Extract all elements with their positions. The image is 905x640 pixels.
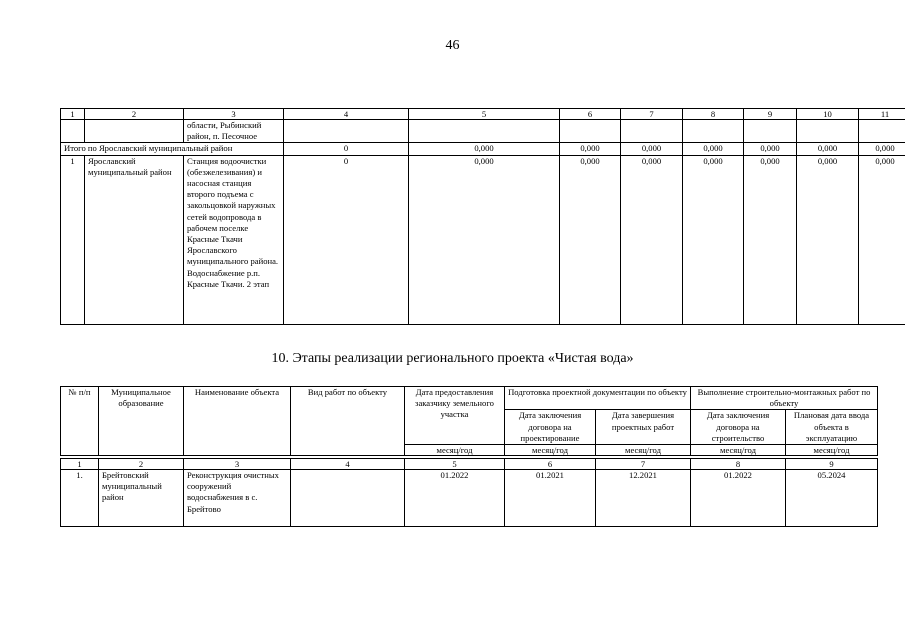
work-type-cell — [291, 470, 405, 527]
value-cell: 0,000 — [409, 143, 560, 155]
column-number: 4 — [291, 459, 405, 470]
page-number: 46 — [445, 38, 460, 53]
table-row — [61, 155, 905, 324]
value-cell: 0,000 — [859, 143, 905, 155]
total-label: Итого по Ярославский муниципальный район — [61, 143, 284, 155]
header-design-contract: Дата заключения договора на проектирование — [505, 410, 596, 445]
header-work-type: Вид работ по объекту — [291, 387, 405, 456]
date-cell: 05.2024 — [786, 470, 878, 527]
unit-cell: месяц/год — [596, 445, 691, 456]
column-number: 1 — [61, 459, 99, 470]
date-cell: 01.2021 — [505, 470, 596, 527]
table-row — [61, 120, 905, 143]
header-cell: 4 — [284, 109, 409, 120]
header-land-date: Дата предоставления заказчику земельного участка — [405, 387, 505, 445]
column-number: 7 — [596, 459, 691, 470]
header-cell: 9 — [744, 109, 797, 120]
object-name-cell: области, Рыбинский район, п. Песочное — [184, 120, 284, 143]
value-cell: 0,000 — [859, 155, 905, 324]
header-cell: 7 — [621, 109, 683, 120]
header-cell: 8 — [683, 109, 744, 120]
column-number: 3 — [184, 459, 291, 470]
value-cell: 0,000 — [621, 155, 683, 324]
value-cell: 0,000 — [409, 155, 560, 324]
row-number: 1. — [61, 470, 99, 527]
date-cell: 12.2021 — [596, 470, 691, 527]
header-municipality: Муниципальное образование — [99, 387, 184, 456]
column-numbers-row — [61, 459, 878, 470]
date-cell: 01.2022 — [405, 470, 505, 527]
header-cell: 2 — [85, 109, 184, 120]
header-object: Наименование объекта — [184, 387, 291, 456]
value-cell: 0,000 — [683, 155, 744, 324]
value-cell: 0 — [284, 155, 409, 324]
column-number: 9 — [786, 459, 878, 470]
column-number: 2 — [99, 459, 184, 470]
municipality-cell: Ярославский муниципальный район — [85, 155, 184, 324]
table-header-row — [61, 109, 905, 120]
header-design-end: Дата завершения проектных работ — [596, 410, 691, 445]
column-number: 8 — [691, 459, 786, 470]
total-row — [61, 143, 905, 155]
municipality-cell: Брейтовский муниципальный район — [99, 470, 184, 527]
unit-cell: месяц/год — [786, 445, 878, 456]
header-design-group: Подготовка проектной документации по объекту — [505, 387, 691, 410]
stages-table — [60, 386, 878, 527]
table-row — [61, 470, 878, 527]
value-cell: 0,000 — [797, 155, 859, 324]
column-number: 6 — [505, 459, 596, 470]
header-cell: 3 — [184, 109, 284, 120]
unit-cell: месяц/год — [691, 445, 786, 456]
column-number: 5 — [405, 459, 505, 470]
value-cell: 0,000 — [797, 143, 859, 155]
object-name-cell: Реконструкция очистных сооружений водоснабжения в с. Брейтово — [184, 470, 291, 527]
value-cell: 0,000 — [560, 155, 621, 324]
section-title: 10. Этапы реализации регионального проекта «Чистая вода» — [271, 351, 634, 366]
header-cell: 1 — [61, 109, 85, 120]
value-cell: 0,000 — [744, 143, 797, 155]
header-cell: 11 — [859, 109, 905, 120]
value-cell: 0,000 — [560, 143, 621, 155]
value-cell: 0,000 — [621, 143, 683, 155]
header-cell: 6 — [560, 109, 621, 120]
table-header-row — [61, 387, 878, 410]
header-build-group: Выполнение строительно-монтажных работ по объекту — [691, 387, 878, 410]
value-cell: 0,000 — [683, 143, 744, 155]
unit-cell: месяц/год — [405, 445, 505, 456]
value-cell: 0 — [284, 143, 409, 155]
financing-table — [60, 108, 905, 325]
unit-cell: месяц/год — [505, 445, 596, 456]
date-cell: 01.2022 — [691, 470, 786, 527]
row-number: 1 — [61, 155, 85, 324]
header-build-end: Плановая дата ввода объекта в эксплуатацию — [786, 410, 878, 445]
header-num: № п/п — [61, 387, 99, 456]
header-cell: 5 — [409, 109, 560, 120]
header-build-contract: Дата заключения договора на строительство — [691, 410, 786, 445]
header-cell: 10 — [797, 109, 859, 120]
value-cell: 0,000 — [744, 155, 797, 324]
object-name-cell: Станция водоочистки (обезжелезивания) и насосная станция второго подъема с закольцовкой наружных сетей водопровода в рабочем поселке Красные Ткачи Ярославского муниципального района. Водоснабжение р.п. Красные Ткачи. 2 этап — [184, 155, 284, 324]
